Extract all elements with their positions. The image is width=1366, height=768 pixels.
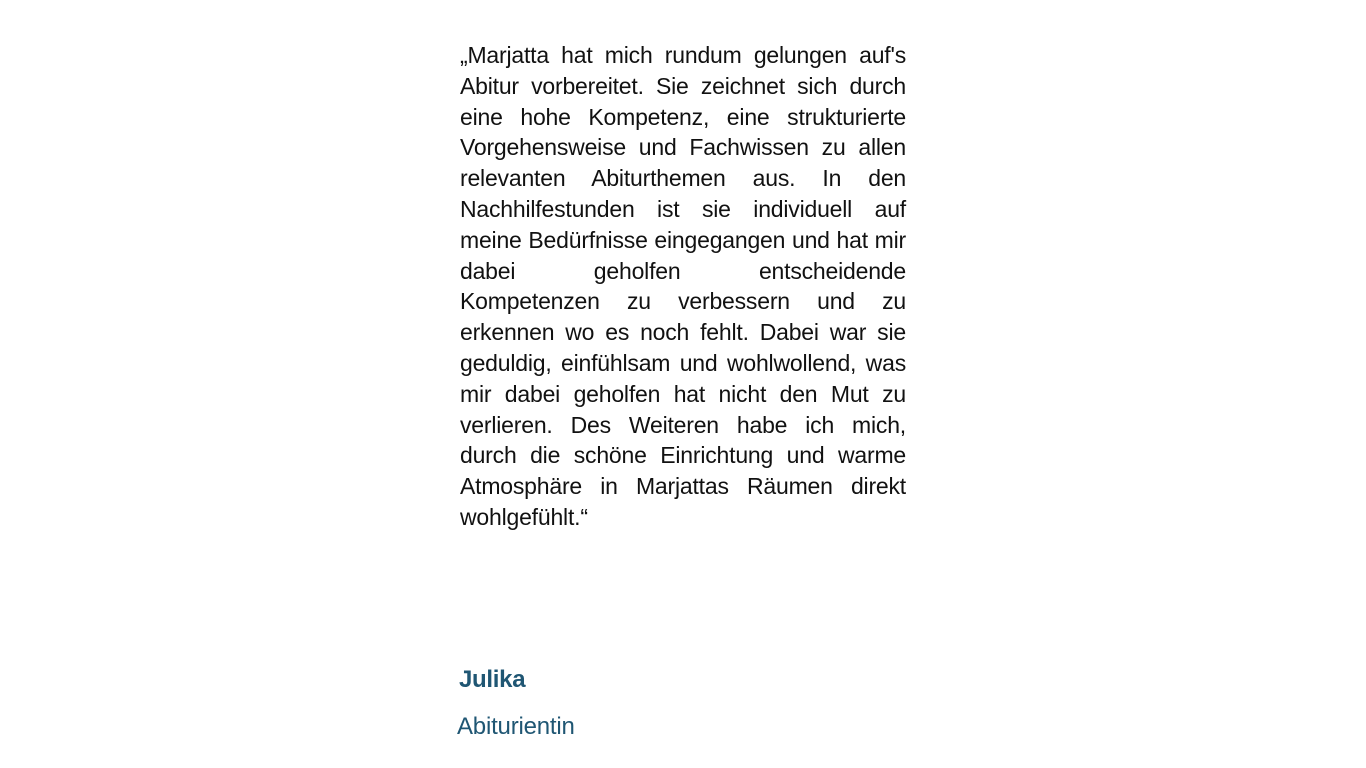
author-name: Julika xyxy=(459,666,526,693)
author-role: Abiturientin xyxy=(457,713,575,740)
testimonial-quote: „Marjatta hat mich rundum gelungen auf's Abitur vorbereitet. Sie zeichnet sich durch eine hohe Kompetenz, eine strukturierte Vorgehensweise und Fachwissen zu allen relevanten Abiturthemen aus. In den Nachhilfestunden ist sie individuell auf meine Bedürfnisse eingegangen und hat mir dabei geholfen entscheidende Kompetenzen zu verbessern und zu erkennen wo es noch fehlt. Dabei war sie geduldig, einfühlsam und wohlwollend, was mir dabei geholfen hat nicht den Mut zu verlieren. Des Weiteren habe ich mich, durch die schöne Einrichtung und warme Atmosphäre in Marjattas Räumen direkt wohlgefühlt.“ xyxy=(460,42,906,530)
testimonial xyxy=(460,40,906,533)
